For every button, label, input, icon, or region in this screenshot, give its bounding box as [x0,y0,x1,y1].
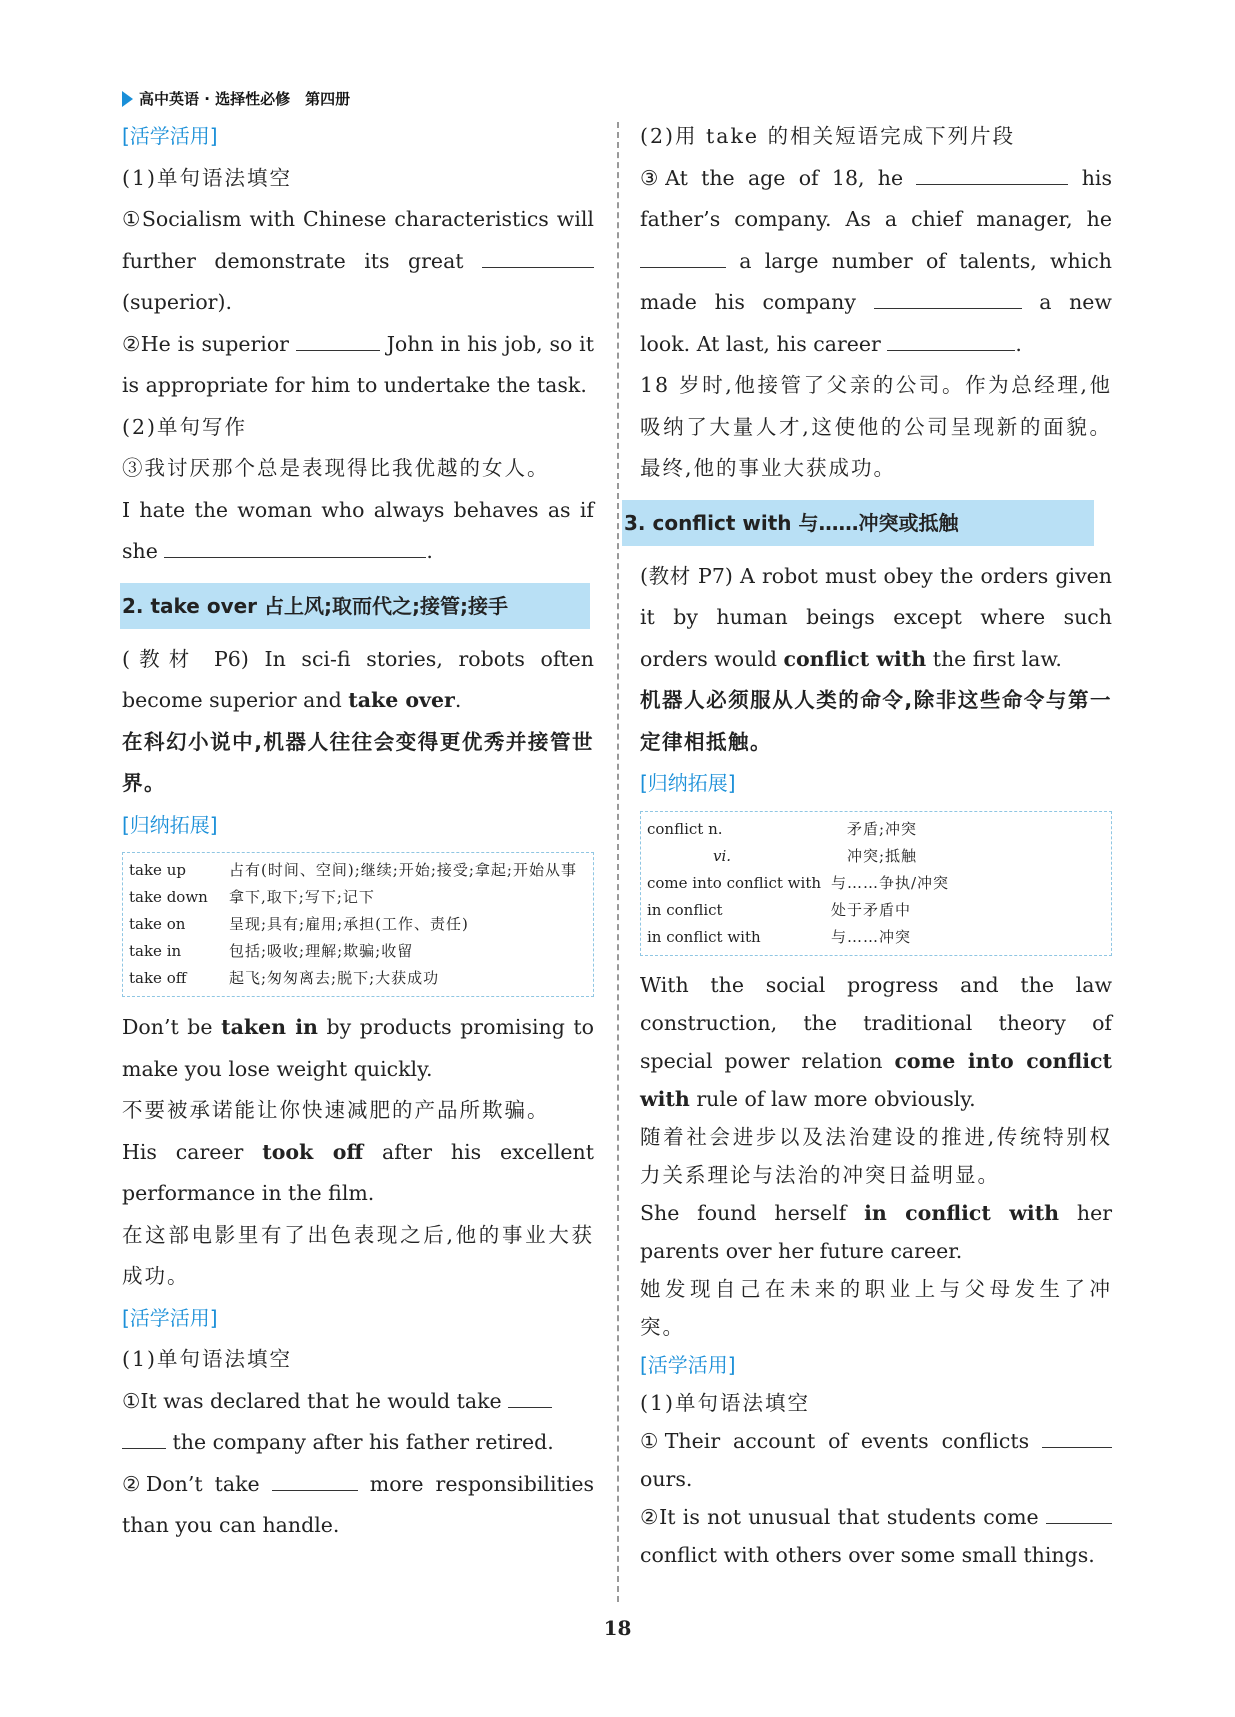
phrase-table [122,852,594,997]
example-text: rule of law more obviously. [689,1086,976,1111]
exercise-text: ②It is not unusual that students come [640,1504,1039,1529]
exercise-item [122,324,594,407]
example-sentence [640,966,1112,1118]
key-phrase: conflict with [783,646,927,671]
phrase-meaning: 包括;吸收;理解;欺骗;收留 [229,942,414,960]
example-sentence [122,1132,594,1215]
left-column [122,116,594,1547]
example-text: by products promising to make you lose weight quickly. [122,1015,595,1081]
chinese-prompt: ③我讨厌那个总是表现得比我优越的女人。 [122,456,550,480]
section-tag: [活学活用] [122,124,218,148]
phrase-key: take in [129,942,182,960]
exercise-item [640,1422,1112,1498]
example-text: the first law. [926,646,1062,671]
exercise-text: I hate the woman who always behaves as if she [122,497,594,563]
table-row [647,870,1105,897]
phrase-meaning: 与……争执/冲突 [831,873,950,892]
answer-blank[interactable] [1046,1501,1112,1524]
example-translation: 在这部电影里有了出色表现之后,他的事业大获成功。 [122,1222,594,1288]
example-text: (教材 P6) In sci-fi stories, robots often become superior and [122,646,594,712]
section-tag: [活学活用] [122,1305,218,1330]
table-row [647,897,1105,924]
example-text: She found herself [640,1200,865,1225]
answer-blank[interactable] [272,1468,358,1491]
key-phrase: took off [262,1139,364,1164]
exercise-text: the company after his father retired. [172,1430,554,1454]
exercise-text: his father’s company. As a chief manager, he [640,165,1112,231]
answer-blank[interactable] [874,286,1022,309]
section-heading: 2. take over 占上风;取而代之;接管;接手 [120,583,590,629]
key-phrase: taken in [221,1015,318,1039]
exercise-item [640,158,1112,366]
example-text: With the social progress and the law construction, the traditional theory of special power relation [640,972,1112,1073]
example-translation: 随着社会进步以及法治建设的推进,传统特别权力关系理论与法治的冲突日益明显。 [640,1124,1112,1187]
table-row [647,816,1105,843]
phrase-meaning: 起飞;匆匆离去;脱下;大获成功 [229,969,440,987]
answer-blank[interactable] [916,162,1068,185]
table-row [129,938,587,965]
exercise-text: conflict with others over some small things. [640,1542,1095,1567]
book-title: 高中英语 · 选择性必修 第四册 [139,90,351,108]
exercise-item [122,1381,594,1464]
key-phrase: come into conflict with [640,1048,1113,1111]
exercise-text: a new look. At last, his career [640,290,1112,356]
example-text: after his excellent performance in the film. [122,1139,594,1205]
example-sentence [640,1194,1112,1270]
example-sentence [122,639,594,722]
phrase-key: take on [129,915,186,933]
phrase-meaning: 呈现;具有;雇用;承担(工作、责任) [229,915,469,933]
exercise-label: (1)单句语法填空 [122,1347,293,1371]
phrase-meaning: 拿下,取下;写下;记下 [229,888,375,906]
example-text: . [454,688,462,712]
phrase-key: come into conflict with [647,873,822,892]
exercise-text: ①Socialism with Chinese characteristics will further demonstrate its great [122,207,594,273]
right-column [624,116,1113,1574]
answer-blank[interactable] [887,328,1015,351]
column-divider [617,122,619,1602]
phrase-meaning: 处于矛盾中 [831,900,912,919]
page-number: 18 [603,1616,632,1640]
exercise-text: ①Their account of events conflicts [640,1428,1030,1453]
example-text: Don’t be [122,1015,222,1039]
section-heading: 3. conflict with 与……冲突或抵触 [622,500,1094,546]
answer-blank[interactable] [482,245,594,268]
phrase-meaning: 与……冲突 [831,927,912,946]
exercise-text: a large number of talents, which made his company [640,248,1112,314]
example-translation: 机器人必须服从人类的命令,除非这些命令与第一定律相抵触。 [640,688,1112,754]
answer-blank[interactable] [122,1426,166,1449]
example-translation: 不要被承诺能让你快速减肥的产品所欺骗。 [122,1098,550,1122]
exercise-text: more responsibilities than you can handle. [122,1471,594,1537]
phrase-meaning: 占有(时间、空间);继续;开始;接受;拿起;开始从事 [229,861,577,879]
answer-blank[interactable] [508,1385,552,1408]
phrase-key: take down [129,888,208,906]
phrase-key: vi. [713,846,732,865]
example-translation: 她发现自己在未来的职业上与父母发生了冲突。 [640,1276,1112,1339]
phrase-key: take up [129,861,186,879]
exercise-text: ②Don’t take [122,1471,260,1496]
phrase-meaning: 矛盾;冲突 [847,819,918,838]
translation: 18 岁时,他接管了父亲的公司。作为总经理,他吸纳了大量人才,这使他的公司呈现新的面貌。最终,他的事业大获成功。 [640,373,1112,480]
phrase-key: in conflict with [647,927,761,946]
table-row [129,911,587,938]
phrase-table [640,811,1112,956]
table-row [129,857,587,884]
exercise-text: . [426,539,433,563]
key-phrase: take over [348,688,455,712]
answer-blank[interactable] [640,245,726,268]
phrase-key: conflict n. [647,819,723,838]
section-tag: [活学活用] [640,1352,736,1377]
example-text: her parents over her future career. [640,1200,1112,1263]
exercise-item [122,490,594,573]
exercise-label: (1)单句语法填空 [640,1390,811,1415]
exercise-label: (2)单句写作 [122,414,248,439]
exercise-text: ours. [640,1466,693,1491]
example-text: (教材 P7) A robot must obey the orders given it by human beings except where such orders would [640,563,1112,671]
phrase-key: in conflict [647,900,723,919]
table-row [647,924,1105,951]
example-sentence [122,1007,594,1090]
exercise-text: ③At the age of 18, he [640,165,904,190]
exercise-label: (2)用 take 的相关短语完成下列片段 [640,124,1016,148]
exercise-item [122,1464,594,1547]
key-phrase: in conflict with [864,1200,1060,1225]
section-tag: [归纳拓展] [640,771,736,795]
example-translation: 在科幻小说中,机器人往往会变得更优秀并接管世界。 [122,729,594,795]
example-sentence [640,556,1112,681]
exercise-text: (superior). [122,290,232,314]
exercise-text: ②He is superior [122,331,289,356]
example-text: His career [122,1139,263,1164]
exercise-label: (1)单句语法填空 [122,165,293,190]
triangle-icon [122,91,133,107]
exercise-text: . [1015,331,1022,356]
exercise-text: John in his job, so it is appropriate for him to undertake the task. [122,331,594,397]
exercise-item [122,199,594,324]
table-row [129,965,587,992]
phrase-meaning: 冲突;抵触 [847,846,918,865]
answer-blank[interactable] [296,328,380,351]
exercise-text: ①It was declared that he would take [122,1388,502,1413]
phrase-key: take off [129,969,187,987]
section-tag: [归纳拓展] [122,812,218,837]
page-header [122,88,350,109]
answer-blank[interactable] [164,535,426,558]
table-row [647,843,1105,870]
answer-blank[interactable] [1042,1425,1112,1448]
table-row [129,884,587,911]
exercise-item [640,1498,1112,1574]
